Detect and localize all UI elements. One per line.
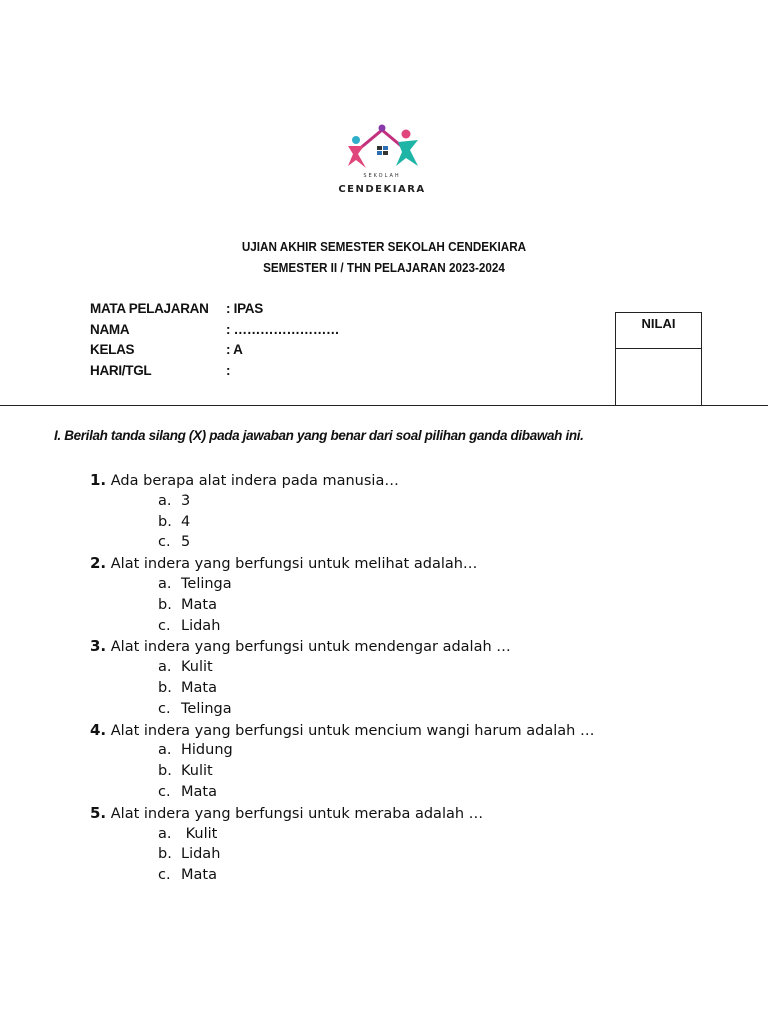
question-text: Ada berapa alat indera pada manusia… [110, 473, 399, 489]
option-text: Mata [181, 679, 217, 696]
option [90, 678, 594, 699]
question-1 [90, 470, 594, 491]
instruction: I. Berilah tanda silang (X) pada jawaban yang benar dari soal pilihan ganda dibawah ini. [54, 428, 584, 443]
option [90, 574, 594, 595]
info-label: HARI/TGL [90, 362, 152, 378]
option-text: 3 [181, 492, 191, 509]
option [90, 761, 594, 782]
question-number: 2. [90, 554, 107, 573]
score-box [615, 312, 702, 405]
question-text: Alat indera yang berfungsi untuk mencium wangi harum adalah … [110, 722, 595, 739]
option-text: Telinga [181, 575, 232, 592]
question-4 [90, 720, 594, 741]
question-number: 4. [90, 720, 107, 739]
option [90, 782, 594, 803]
option [90, 844, 594, 865]
option [90, 865, 594, 886]
question-2 [90, 553, 594, 574]
option [90, 699, 594, 720]
option-text: Mata [181, 867, 217, 884]
option [90, 595, 594, 616]
question-text: Alat indera yang berfungsi untuk melihat adalah… [110, 556, 478, 573]
option-text: Telinga [181, 700, 232, 717]
option-text: 5 [181, 534, 191, 551]
option [90, 824, 594, 845]
option-letter: a. [158, 825, 172, 842]
option [90, 491, 594, 512]
question-text: Alat indera yang berfungsi untuk meraba adalah … [110, 805, 484, 822]
info-label: MATA PELAJARAN [90, 301, 209, 316]
option-letter: b. [158, 513, 172, 530]
school-logo [326, 118, 438, 204]
option-text: Mata [181, 783, 217, 800]
info-value: : IPAS [226, 301, 263, 316]
option-letter: c. [158, 783, 171, 800]
question-list [90, 470, 594, 886]
option-letter: c. [158, 700, 171, 717]
question-5 [90, 803, 594, 824]
option [90, 657, 594, 678]
option-text: Hidung [181, 742, 233, 759]
exam-subtitle: SEMESTER II / THN PELAJARAN 2023-2024 [263, 260, 505, 275]
option-letter: b. [158, 596, 172, 613]
option [90, 616, 594, 637]
option-letter: c. [158, 534, 171, 551]
option-letter: a. [158, 742, 172, 759]
option-letter: b. [158, 846, 172, 863]
question-number: 1. [90, 471, 107, 489]
option [90, 512, 594, 533]
divider [0, 405, 768, 406]
option-letter: a. [158, 492, 172, 509]
option [90, 532, 594, 553]
option-letter: b. [158, 679, 172, 696]
info-label: KELAS [90, 342, 135, 357]
option-letter: b. [158, 763, 172, 780]
option [90, 740, 594, 761]
logo-name: CENDEKIARA [338, 184, 426, 195]
option-letter: a. [158, 659, 172, 676]
option-letter: c. [158, 617, 171, 634]
info-value: : …………………… [226, 321, 340, 337]
option-text: Mata [181, 596, 217, 613]
option-text: Lidah [181, 617, 221, 634]
option-text: Kulit [181, 763, 213, 780]
exam-title: UJIAN AKHIR SEMESTER SEKOLAH CENDEKIARA [241, 239, 527, 254]
question-text: Alat indera yang berfungsi untuk mendengar adalah … [110, 639, 511, 656]
option-text: 4 [181, 513, 191, 530]
school-emblem-icon [344, 122, 420, 172]
info-label: NAMA [90, 321, 130, 337]
option-text: Kulit [181, 659, 213, 676]
option-letter: a. [158, 575, 172, 592]
score-label: NILAI [616, 313, 701, 349]
option-text: Lidah [181, 846, 221, 863]
question-3 [90, 636, 594, 657]
question-number: 3. [90, 637, 107, 656]
info-value: : [226, 362, 231, 378]
logo-subtitle: SEKOLAH [363, 173, 401, 179]
question-number: 5. [90, 803, 107, 822]
info-value: : A [226, 342, 243, 357]
option-text: Kulit [181, 825, 218, 842]
option-letter: c. [158, 867, 171, 884]
